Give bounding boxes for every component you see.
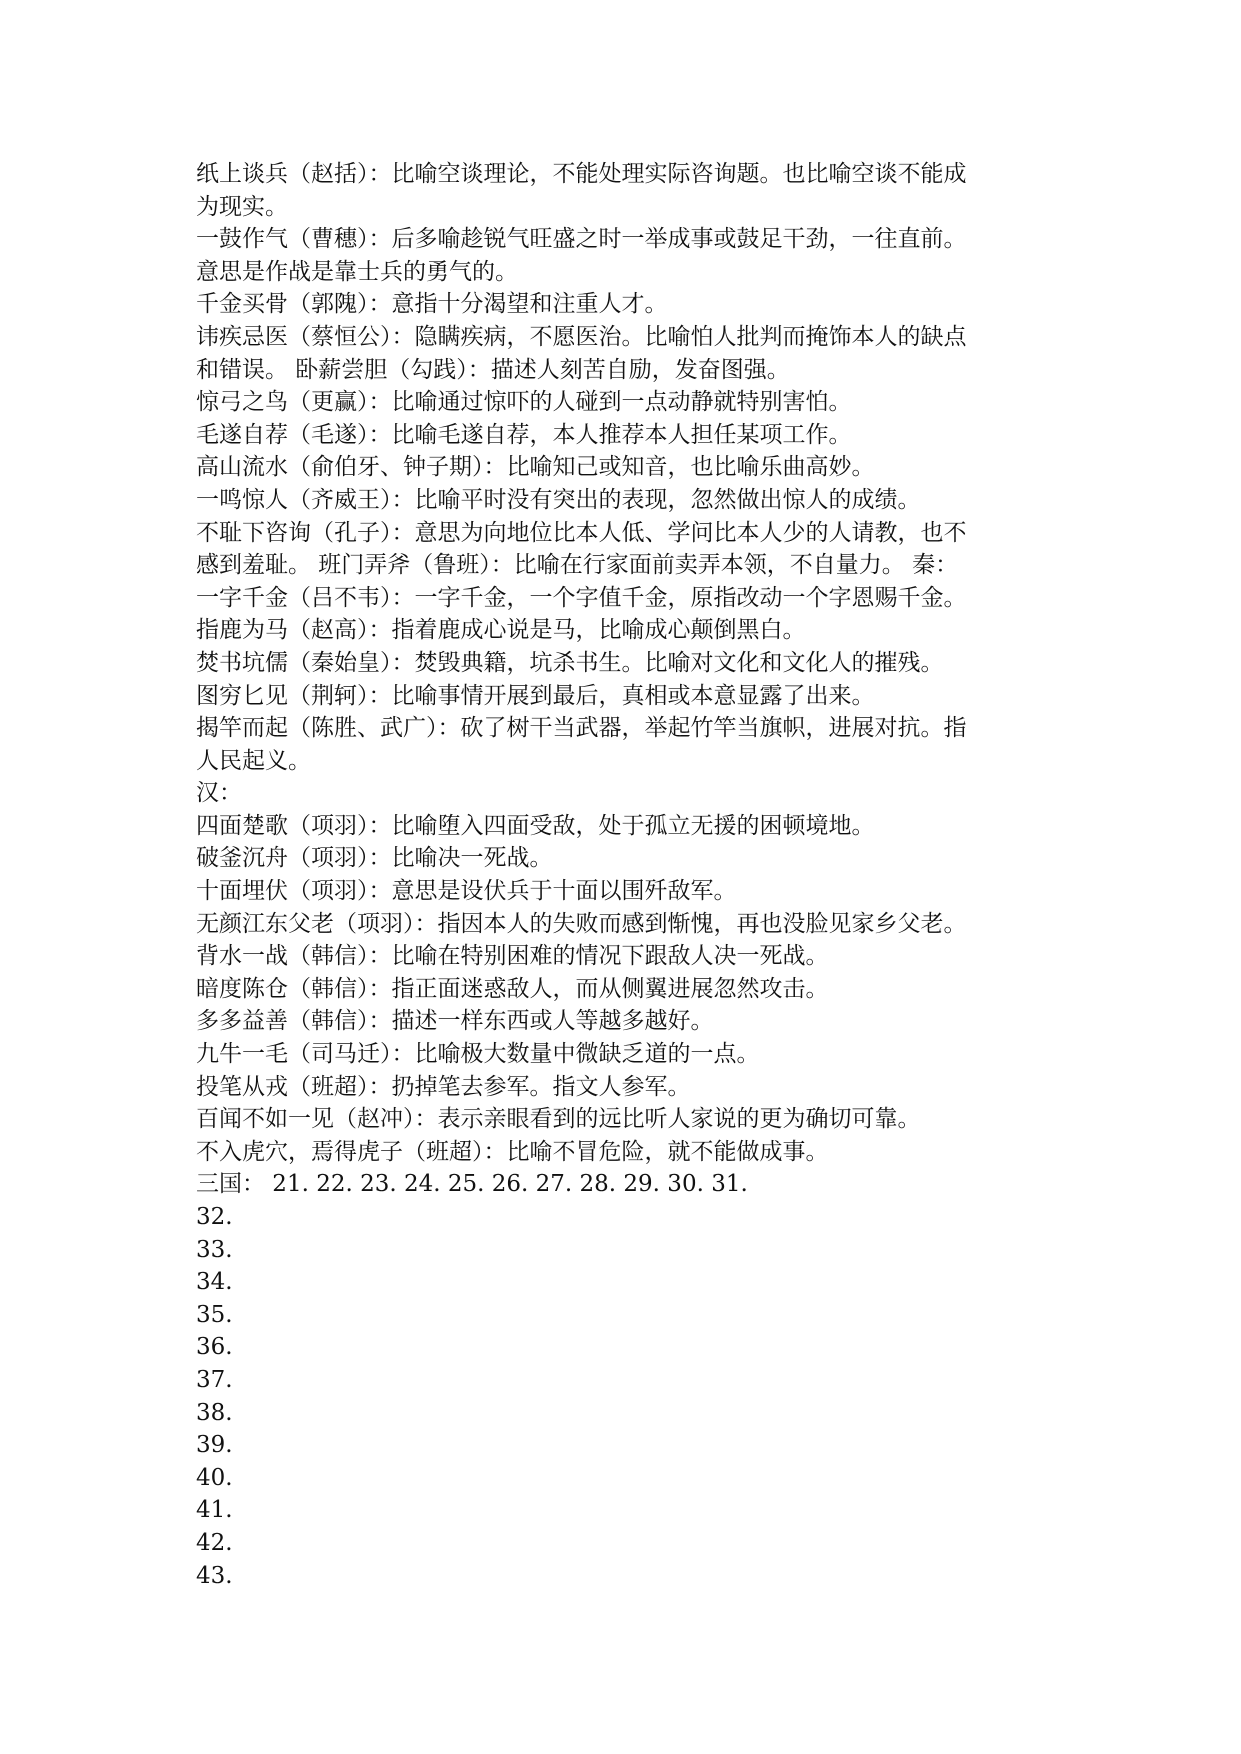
text-line: 意思是作战是靠士兵的勇气的。: [196, 258, 518, 285]
numbered-item: 42.: [196, 1529, 233, 1556]
text-line: 一鸣惊人（齐威王）：比喻平时没有突出的表现，忽然做出惊人的成绩。: [196, 486, 921, 513]
numbered-item: 39.: [196, 1432, 233, 1459]
text-line: 图穷匕见（荆轲）：比喻事情开展到最后，真相或本意显露了出来。: [196, 682, 875, 709]
section-heading: 三国： 21. 22. 23. 24. 25. 26. 27. 28. 29. 30. 31.: [196, 1171, 748, 1198]
document-body: [196, 158, 1076, 1592]
text-line: 百闻不如一见（赵冲）：表示亲眼看到的远比听人家说的更为确切可靠。: [196, 1106, 921, 1133]
numbered-item: 34.: [196, 1269, 233, 1296]
text-line: 指鹿为马（赵高）：指着鹿成心说是马，比喻成心颠倒黑白。: [196, 617, 806, 644]
text-line: 一字千金（吕不韦）：一字千金，一个字值千金，原指改动一个字恩赐千金。: [196, 584, 967, 611]
text-line: 为现实。: [196, 193, 288, 220]
text-line: 破釜沉舟（项羽）：比喻决一死战。: [196, 845, 553, 872]
numbered-item: 41.: [196, 1497, 233, 1524]
text-line: 和错误。 卧薪尝胆（勾践）：描述人刻苦自励，发奋图强。: [196, 356, 790, 383]
numbered-item: 33.: [196, 1236, 233, 1263]
text-line: 四面楚歌（项羽）：比喻堕入四面受敌，处于孤立无援的困顿境地。: [196, 812, 875, 839]
text-line: 纸上谈兵（赵括）：比喻空谈理论，不能处理实际咨询题。也比喻空谈不能成: [196, 161, 967, 187]
text-line: 人民起义。: [196, 747, 311, 774]
text-line: 揭竿而起（陈胜、武广）：砍了树干当武器，举起竹竿当旗帜，进展对抗。指: [196, 715, 967, 742]
text-line: 背水一战（韩信）：比喻在特别困难的情况下跟敌人决一死战。: [196, 943, 829, 970]
text-line: 高山流水（俞伯牙、钟子期）：比喻知己或知音，也比喻乐曲高妙。: [196, 454, 875, 481]
text-line: 千金买骨（郭隗）：意指十分渴望和注重人才。: [196, 291, 668, 318]
text-line: 毛遂自荐（毛遂）：比喻毛遂自荐，本人推荐本人担任某项工作。: [196, 421, 852, 448]
numbered-item: 32.: [196, 1204, 233, 1230]
text-line: 不耻下咨询（孔子）：意思为向地位比本人低、学问比本人少的人请教，也不: [196, 519, 967, 546]
numbered-item: 38.: [196, 1399, 233, 1426]
text-line: 惊弓之鸟（更赢）：比喻通过惊吓的人碰到一点动静就特别害怕。: [196, 389, 852, 416]
text-line: 一鼓作气（曹穗）：后多喻趁锐气旺盛之时一举成事或鼓足干劲，一往直前。: [196, 226, 967, 253]
text-line: 讳疾忌医（蔡恒公）：隐瞒疾病，不愿医治。比喻怕人批判而掩饰本人的缺点: [196, 323, 967, 350]
text-line: 暗度陈仓（韩信）：指正面迷惑敌人，而从侧翼进展忽然攻击。: [196, 975, 829, 1002]
numbered-item: 36.: [196, 1334, 233, 1361]
numbered-item: 37.: [196, 1366, 233, 1393]
text-line: 多多益善（韩信）：描述一样东西或人等越多越好。: [196, 1008, 714, 1035]
text-line: 九牛一毛（司马迁）：比喻极大数量中微缺乏道的一点。: [196, 1041, 760, 1068]
text-line: 不入虎穴，焉得虎子（班超）：比喻不冒危险，就不能做成事。: [196, 1138, 829, 1165]
text-line: 无颜江东父老（项羽）：指因本人的失败而感到惭愧，再也没脸见家乡父老。: [196, 910, 967, 937]
text-line: 投笔从戎（班超）：扔掉笔去参军。指文人参军。: [196, 1073, 691, 1100]
numbered-item: 43.: [196, 1562, 233, 1589]
numbered-item: 40.: [196, 1464, 233, 1491]
text-line: 感到羞耻。 班门弄斧（鲁班）：比喻在行家面前卖弄本领，不自量力。 秦：: [196, 552, 959, 579]
numbered-item: 35.: [196, 1301, 233, 1328]
text-line: 焚书坑儒（秦始皇）：焚毁典籍，坑杀书生。比喻对文化和文化人的摧残。: [196, 649, 944, 676]
text-line: 十面埋伏（项羽）：意思是设伏兵于十面以围歼敌军。: [196, 878, 737, 905]
section-heading: 汉：: [196, 780, 242, 807]
